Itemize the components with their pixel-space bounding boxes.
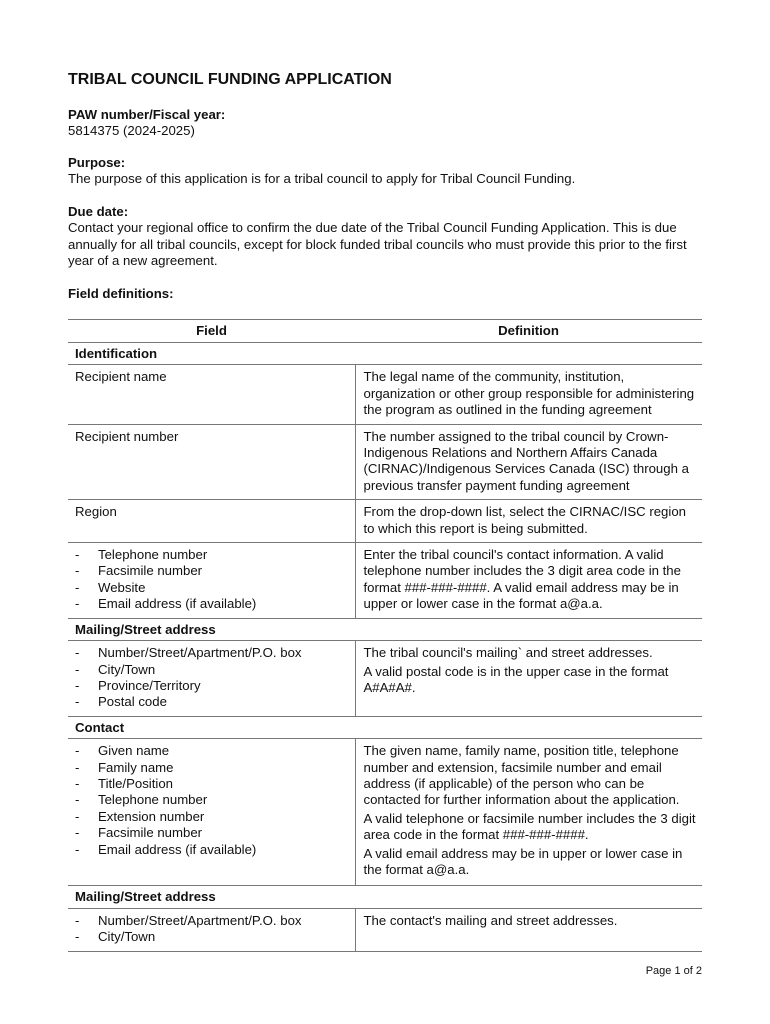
definition-paragraph: The given name, family name, position title, telephone number and extension, facsimile number and email address (if applicable) of the person who can be contacted for further information about the application.	[363, 743, 680, 808]
dash-bullet: -	[75, 808, 80, 824]
section-row-identification	[68, 343, 702, 365]
list-item	[75, 760, 349, 776]
paw-section	[68, 107, 708, 140]
list-item	[75, 825, 349, 841]
list-item-text: Family name	[98, 759, 174, 775]
dash-bullet: -	[75, 563, 80, 579]
definition-paragraph: A valid postal code is in the upper case in the format A#A#A#.	[363, 663, 669, 695]
page-number: Page 1 of 2	[645, 965, 702, 977]
field-definitions-table	[68, 319, 702, 952]
field-list	[75, 743, 349, 858]
list-item-text: Extension number	[98, 808, 205, 824]
section-heading-mailing-address: Mailing/Street address	[68, 618, 702, 640]
list-item	[75, 596, 349, 612]
field-cell	[68, 739, 355, 886]
dash-bullet: -	[75, 792, 80, 808]
table-row	[68, 543, 702, 619]
table-row	[68, 739, 702, 886]
definition-cell: From the drop-down list, select the CIRNAC/ISC region to which this report is being submitted.	[355, 500, 702, 543]
table-row	[68, 641, 702, 717]
dash-bullet: -	[75, 547, 80, 563]
list-item-text: City/Town	[98, 661, 156, 677]
list-item-text: City/Town	[98, 929, 156, 945]
field-list	[75, 645, 349, 711]
definition-paragraph: A valid telephone or facsimile number includes the 3 digit area code in the format ###-###-####.	[363, 810, 696, 843]
table-row	[68, 365, 702, 424]
list-item-text: Email address (if available)	[98, 841, 257, 857]
list-item	[75, 662, 349, 678]
dash-bullet: -	[75, 775, 80, 791]
section-row-mailing-address	[68, 618, 702, 640]
list-item-text: Telephone number	[98, 547, 208, 563]
definition-cell: The legal name of the community, institution, organization or other group responsible for administering the program as outlined in the funding agreement	[355, 365, 702, 424]
definition-paragraph: The tribal council's mailing` and street addresses.	[363, 645, 653, 661]
definition-cell	[355, 641, 702, 717]
list-item	[75, 678, 349, 694]
list-item	[75, 809, 349, 825]
list-item	[75, 842, 349, 858]
due-date-section	[68, 204, 708, 270]
list-item-text: Given name	[98, 743, 170, 759]
dash-bullet: -	[75, 912, 80, 928]
section-heading-identification: Identification	[68, 343, 702, 365]
dash-bullet: -	[75, 841, 80, 857]
section-heading-contact: Contact	[68, 716, 702, 738]
list-item	[75, 776, 349, 792]
table-row	[68, 424, 702, 500]
dash-bullet: -	[75, 694, 80, 710]
due-date-label: Due date:	[68, 204, 129, 219]
list-item	[75, 580, 349, 596]
purpose-section	[68, 155, 708, 188]
field-definitions-label: Field definitions:	[68, 286, 174, 301]
list-item	[75, 694, 349, 710]
section-row-contact-mailing-address	[68, 886, 702, 908]
list-item-text: Number/Street/Apartment/P.O. box	[98, 912, 302, 928]
list-item	[75, 929, 349, 945]
purpose-text: The purpose of this application is for a tribal council to apply for Tribal Council Funding.	[68, 171, 576, 187]
dash-bullet: -	[75, 596, 80, 612]
dash-bullet: -	[75, 825, 80, 841]
dash-bullet: -	[75, 645, 80, 661]
list-item-text: Title/Position	[98, 775, 174, 791]
list-item-text: Number/Street/Apartment/P.O. box	[98, 645, 302, 661]
definition-paragraph: A valid email address may be in upper or lower case in the format a@a.a.	[363, 845, 683, 877]
field-cell: Recipient name	[68, 365, 355, 424]
field-cell	[68, 543, 355, 619]
field-list	[75, 913, 349, 946]
field-cell: Recipient number	[68, 424, 355, 500]
list-item-text: Telephone number	[98, 792, 208, 808]
document-title: TRIBAL COUNCIL FUNDING APPLICATION	[68, 71, 392, 88]
section-row-contact	[68, 716, 702, 738]
section-heading-contact-mailing-address: Mailing/Street address	[68, 886, 702, 908]
list-item	[75, 792, 349, 808]
paw-label: PAW number/Fiscal year:	[68, 107, 226, 122]
list-item	[75, 743, 349, 759]
field-cell	[68, 641, 355, 717]
field-column-header: Field	[68, 320, 355, 343]
definition-cell: Enter the tribal council's contact information. A valid telephone number includes the 3 digit area code in the format ###-###-####. A valid email address may be in upper or lower case in the format a@a.a.	[355, 543, 702, 619]
dash-bullet: -	[75, 743, 80, 759]
definition-cell	[355, 739, 702, 886]
field-cell	[68, 908, 355, 951]
list-item-text: Postal code	[98, 694, 167, 710]
list-item-text: Facsimile number	[98, 563, 203, 579]
due-date-text: Contact your regional office to confirm the due date of the Tribal Council Funding Application. This is due annually for all tribal councils, except for block funded tribal councils who must provide this prior to the first year of a new agreement.	[68, 220, 687, 269]
field-list	[75, 547, 349, 613]
table-header-row	[68, 320, 702, 343]
dash-bullet: -	[75, 759, 80, 775]
dash-bullet: -	[75, 661, 80, 677]
definition-cell: The contact's mailing and street addresses.	[355, 908, 702, 951]
list-item-text: Website	[98, 579, 146, 595]
table-row	[68, 908, 702, 951]
list-item-text: Province/Territory	[98, 677, 201, 693]
table-row	[68, 500, 702, 543]
field-cell: Region	[68, 500, 355, 543]
list-item	[75, 563, 349, 579]
dash-bullet: -	[75, 579, 80, 595]
list-item	[75, 913, 349, 929]
dash-bullet: -	[75, 929, 80, 945]
list-item-text: Facsimile number	[98, 825, 203, 841]
list-item	[75, 547, 349, 563]
dash-bullet: -	[75, 677, 80, 693]
purpose-label: Purpose:	[68, 155, 126, 170]
list-item	[75, 645, 349, 661]
paw-value: 5814375 (2024-2025)	[68, 123, 195, 139]
definition-cell: The number assigned to the tribal council by Crown-Indigenous Relations and Northern Affairs Canada (CIRNAC)/Indigenous Services Canada (ISC) through a previous transfer payment funding agreement	[355, 424, 702, 500]
definition-column-header: Definition	[355, 320, 702, 343]
list-item-text: Email address (if available)	[98, 596, 257, 612]
